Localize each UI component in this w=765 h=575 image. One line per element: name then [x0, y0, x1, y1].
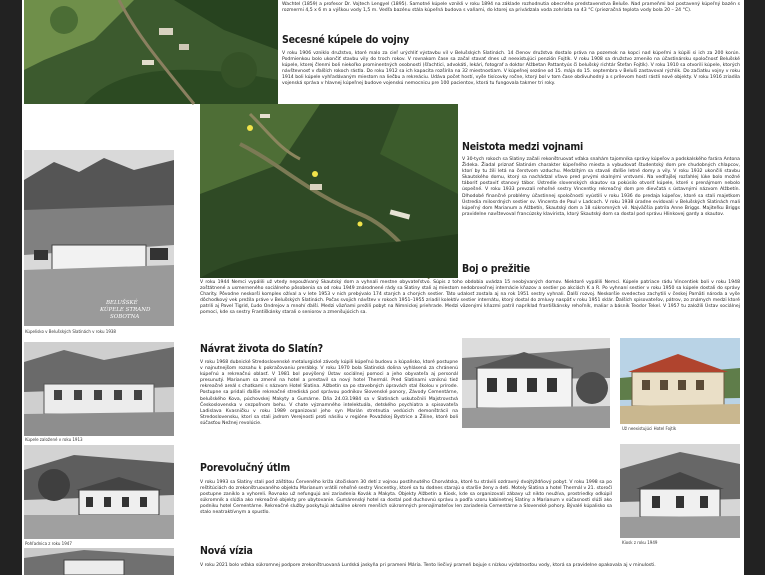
photo-pohladnica-1947	[24, 445, 174, 539]
caption-kupalisko: Kúpelisko v Belušských Slatinách v roku 1938	[25, 329, 116, 334]
photo-bottom-left	[24, 548, 174, 575]
aerial-photo-top	[24, 0, 278, 104]
aerial-photo-map	[200, 104, 458, 278]
uncertain-heading: Neistota medzi vojnami	[462, 141, 584, 153]
decline-text: V roku 1993 sa Slatiny stali pod záštitou Červeného kríža útočiskom 30 detí z vojnou postihnutého Chorvátska, ktoré tu strávili ozdravný dvojtýždňový pobyt. V roku 1998 sa po reštitúciách do zrekonštruovaného objektu Marianum vrátili rehoľné sestry Vincentky, ktoré sa tu dodnes starajú o staršie ženy a deti. Motely Slatina a hotel Thermál v 21. storočí postupne zaniklo a vyhoreli. Rovnako už nefungujú ani zariadenia Kovák a Makyta. Objekty Alžbetín a Kiosk, kde sa organizovali zábavy už nikto neužíva, prostriedky odkúpil súkromník a slúžia ako rekreačné objekty pre ubytovanie. Gumárenský hotel sa dostal pod duchovnú správu a podľa vzoru kabinetnej Slatiny a Marianum v súčasnosti slúži ako podniku hotel Cementárne. Rekreačné služby poskytujú aktuálne okrem menších súkromných prenajímateľov len zariadenia Cementárne a Slovenské pohory. Bývalé kúpalisko sa stalo neatraktívnym a spustlo.	[200, 480, 612, 516]
caption-kupele-1913: Kúpele založené v roku 1913	[25, 437, 83, 442]
poster-board	[22, 0, 744, 575]
uncertain-text: V 30-tych rokoch sa Slatiny začali rekonštruovať vďaka snahám tajomníka správy kúpeľov a podskalského farára Antona Žideka. Žiadal priznať Slatinám charakter kúpeľného miesta a vybudovať študentský dom pre chudobných chlapcov, ktorí by tu žili letá na čerstvom vzduchu. Medzitým sa stavali ďalšie letné domy a vily. V roku 1932 ukončili stavbu Skautského domu, ktorý sa nachádzal vľavo pred prvými skalnými vrstvami. Na vedľajšej rozľahlej lúke bolo možné táboriť postaviť stanový tábor. Ústredie slovenských skautov sa pokúsilo otvoriť kúpele, ktoré s prenájmom nebolo úspešné. V roku 1933 prevzali rehoľné sestry Vincentky rekreačný dom pre dievčatá s ústavnými názvom Alžbetín. Dlhodobé finančné problémy účastinnej spoločnosti vyústili v roku 1936 do predaja kúpeľov, ktoré sa stali majetkom Ústredia milosrdných sestier sv. Vincenta de Paul v Ladcoch. V roku 1938 úradne evidovali v Belušských Slatinách mali kúpeľný dom Marianum a Alžbetín, Skautský dom a 18 súkromných vil. Najväčšia patrila Anne Briggs. Majiteľku Briggs pravidelne navštevoval francúzsky klavirista, ktorý Skautský dom sa dostal pod správu Hlinkovej gardy a skautov.	[462, 157, 740, 217]
return-heading: Návrat života do Slatín?	[200, 343, 323, 355]
intro-text: Wachtel (1859) a profesor Dr. Vojtech Lengyel (1895). Samotné kúpele vznikli v roku 1894 na základe rozhodnutia obecného predstavenstva Beluše. Nad prameňmi bol postavený kúpeľný bazén s rozmermi 4,5 x 6 m a výškou vody 1,5 m. Vedľa bazénu stála kúpeľná budova s vaňami, do ktorej sa privádzala voda zohriata na 43 °C (priezračná teplota vody bola 20 – 24 °C).	[282, 2, 740, 14]
photo-hotel-bw	[462, 338, 610, 428]
photo-kiosk-1949	[620, 444, 740, 538]
photo-hotel-fojtik	[620, 338, 740, 424]
caption-hotel-fojtik: Už neexistujúci Hotel Fojtík	[622, 426, 677, 431]
svg-text:SOBOTNA: SOBOTNA	[110, 314, 140, 320]
vision-text: V roku 2021 bolo vďaka súkromnej podpore zrekonštruovaná Lurdská jaskyňa pri prameni Mária. Tento liečivý prameň bojuje s nízkou výdatnosťou vody, ktorá sa pravidelne opakovala aj v minulosti.	[200, 563, 656, 568]
svg-text:BELUŠSKÉ: BELUŠSKÉ	[106, 300, 138, 306]
vision-heading: Nová vízia	[200, 545, 253, 557]
secession-text: V roku 1906 vzniklo družstvo, ktoré malo za cieľ urýchliť výstavbu vil v Belušských Slatinách. 14 členov družstva dostalo práva na pozemok na kopci nad kúpeľmi a kúpili si ich za 200 korún. Podmienkou bolo ukončiť stavbu vily do troch rokov. V rovnakom čase sa začal stavať dnes už neexistujúci penzión Fojtík. V roku 1908 sa družstvo zmenilo na účastinársku spoločnosť Belušské kúpele, ktorej členmi boli niekoľko prominentných osobností (šľachtici, advokáti, lekári, fotograf a doktor Alžbetan Pattantyús či belušský richtár Štefan Fojtík). V roku 1910 sa otvorili kúpele, ktorých návštevnosť v ďalších rokoch rástla. Do roku 1912 sa ich kapacita rozšírila na 32 miestnostiam. V kúpeľnej sezóne od 15. mája do 15. septembra v Beluši zastavoval rýchlik. Do začiatku vojny v roku 1914 boli kúpele vyhľadávaným miestom na liečbu a rekreáciu. Udáva počet hostí, vyše tisícovky ročne, ktorý bol v tom čase obdivuhodný a s prílevom hostí rástli nové objekty. V roku 1916 zriadila vojenská správa v hlavnej kúpeľnej budove vojenskú nemocnicu pre 100 pacientov, ktorá tu fungovala takmer tri roky.	[282, 51, 740, 87]
photo-kupele-1913	[24, 342, 174, 436]
svg-text:KÚPELE STRAND: KÚPELE STRAND	[100, 307, 151, 313]
struggle-heading: Boj o prežitie	[462, 263, 530, 275]
decline-heading: Porevolučný útlm	[200, 462, 290, 474]
caption-kiosk: Kiosk z roku 1949	[622, 540, 658, 545]
caption-pohladnica: Pohľadnica z roku 1947	[25, 541, 72, 546]
photo-kupalisko-1938	[24, 150, 174, 326]
struggle-text: V roku 1944 Nemci vypálili už vtedy nepoužívaný Skautský dom a vyhnali mestne obyvateľstvo. Súpis z toho obdobia uvádza 15 neobývaných domov. Niektoré vypálili Nemci. Kúpele patriace rádu Vincentiek boli v roku 1948 zoštátnené a usmerneného sociálneho pôsobenia sa od roku 1949 znárodnené rády sa Slatiny stali aj miestom nedobrovoľnej internácie kňazov a sestier po akciách K a R. Po vyhnaní sestier v roku 1950 sa kúpele dostali do správy Charity. Pôvodne neskorší komplex ožíval a v lete 1953 v nich prebývalo 174 starých a chorých sestier. Táto udalosť zostala aj na rok 1951 sestry vyhnali. Ďalší rozvoj. Neskoršie svedectvo zachytili v českej Pamäti národa a vyše dôchodkový vek prežila práve v Belušských Slatinách. Počas svojich návštev v rokoch 1951–1955 zriadil kolektív sestier internátu, ktorý dostal do zmluvy naspäť v roku 1951 sklár. Ďalších spisovateľov, pátrov, zo známych medzi ktoré patrili aj Pavel Tigrid, Ľudo Ondrejov a mnohí ďalší. Medzi väzňami prežili pobyt na Nimnickej priehrade. Medzi väzenými kňazmi patril napríklad františkánsky rehoľník, maliar a básnik Teodor Tekel. V 1957 tu založili Ústav sociálnej pomoci, kde sa sestry Františkánky starali o seniorov a zmenšujúcich sa.	[200, 280, 740, 316]
return-text: V roku 1968 dubnické Stredoslovenské metalurgické závody kúpili kúpeľnú budovu a kúpalisko, ktoré postupne v najnutnejšom rozsahu k pokračovaniu prerábky. V roku 1970 bola Slatinská dolina vyhlásená za chránenú kúpeľnú a rekreačnú oblasť. V 1981 bol povýšený Ústav sociálnej pomoci a jeho obyvateľa aj personál presunutý. Marianum sa zmenil na hotel a prestavil sa nový hotel Thermál. Pred Slatinami vzniknú tiež rekreačné areál s chatkami s názvom Hotel Slatina. Alžbetín sa po stavebných úpravách stal školou v prírode. Postupne sa pridali ďalšie rekreačné strediská pod správou podnikov Slovenské ponory, Závody Cementárne, belušského Kova, púchovskej Makyty a Gumárne. Dňa 24.03.1984 sa v Slatinách uskutočnili Majstrovstvá Československa v cezpoľnom behu. V chate významného intelektuála, detského psychiatra a spisovateľa Ladislava Kvasničku v roku 1989 organizoval jeho syn Marián stretnutia vedúcich demonštrácií na Stredoslovensku, ktorí sa stali jadrom Verejnosti proti násiliu v regióne Považskej Bystrice a Žiline, ktoré boli súčasťou Nežnej revolúcie.	[200, 360, 458, 426]
secession-heading: Secesné kúpele do vojny	[282, 34, 410, 46]
